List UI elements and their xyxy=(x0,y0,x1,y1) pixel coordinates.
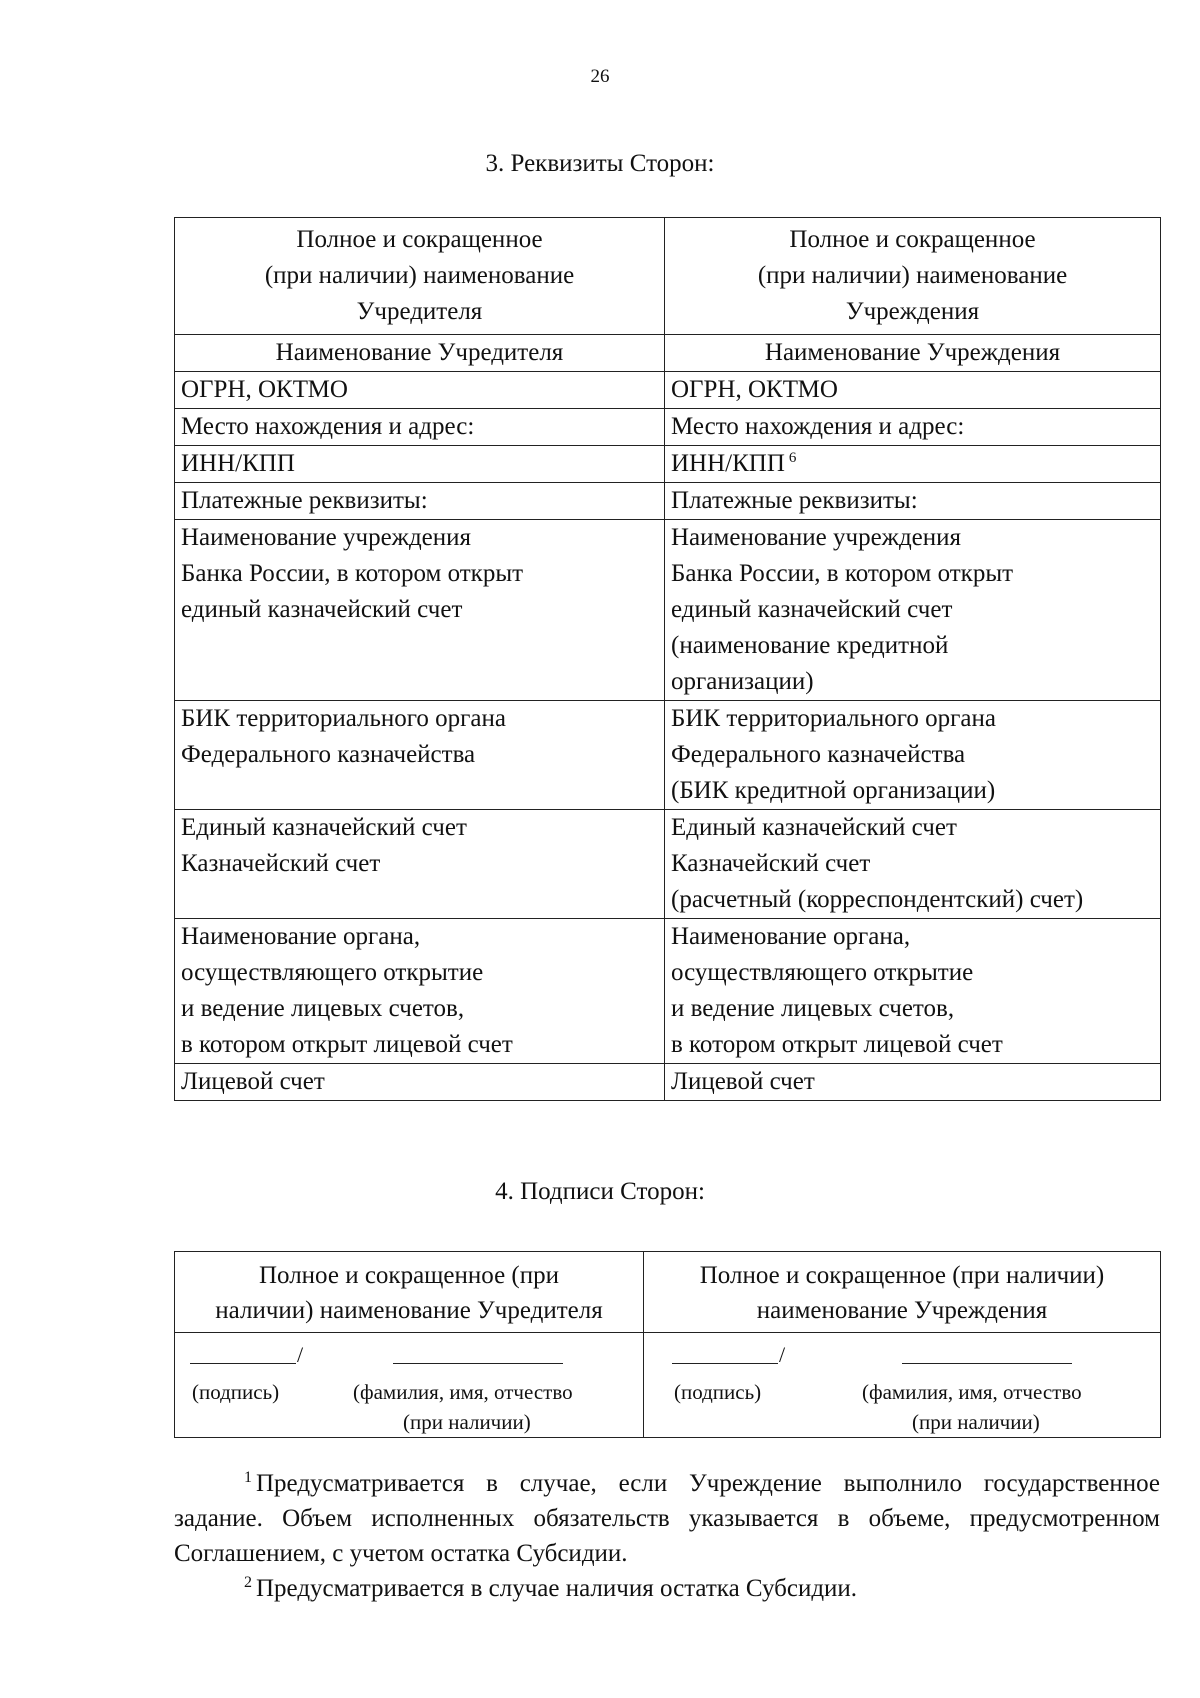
cell-line: организации) xyxy=(671,668,814,695)
cell-line: ИНН/КПП xyxy=(181,450,295,477)
cell-line: единый казначейский счет xyxy=(181,596,463,623)
cell-line: Наименование учреждения xyxy=(181,524,472,551)
section-3-title: 3. Реквизиты Сторон: xyxy=(485,150,715,177)
cell-line: Наименование Учредителя xyxy=(275,339,564,366)
requisites-row xyxy=(175,446,1161,483)
founder-requisite-cell xyxy=(175,701,665,810)
cell-line: Полное и сокращенное xyxy=(296,226,543,253)
cell-line: ОГРН, ОКТМО xyxy=(181,376,348,403)
slash-separator: / xyxy=(297,1342,304,1367)
requisites-header-row xyxy=(175,218,1161,335)
institution-requisite-cell xyxy=(665,372,1161,409)
cell-line: Банка России, в котором открыт xyxy=(181,560,524,587)
signature-line xyxy=(672,1343,778,1364)
institution-signature-header xyxy=(644,1252,1161,1333)
footnote-1-number: 1 xyxy=(244,1468,252,1486)
footnote-2-text: Предусматривается в случае наличия остатка Субсидии. xyxy=(256,1575,858,1602)
cell-line: осуществляющего открытие xyxy=(181,959,484,986)
founder-requisite-cell xyxy=(175,919,665,1064)
cell-line: БИК территориального органа xyxy=(671,705,996,732)
cell-line: Лицевой счет xyxy=(181,1068,325,1095)
institution-requisite-cell xyxy=(665,810,1161,919)
cell-line: (расчетный (корреспондентский) счет) xyxy=(671,886,1084,913)
cell-line: Единый казначейский счет xyxy=(181,814,467,841)
institution-requisite-cell xyxy=(665,919,1161,1064)
institution-requisite-cell xyxy=(665,446,1161,483)
requisites-row xyxy=(175,1064,1161,1101)
institution-requisite-cell xyxy=(665,335,1161,372)
footnote-2 xyxy=(174,1571,1160,1606)
cell-line: (при наличии) наименование xyxy=(757,262,1068,289)
founder-signature-header xyxy=(175,1252,644,1333)
cell-line: наличии) наименование Учредителя xyxy=(215,1297,603,1324)
founder-requisite-cell xyxy=(175,335,665,372)
cell-line: ИНН/КПП $^6$ xyxy=(671,449,797,477)
cell-line: Наименование органа, xyxy=(181,923,421,950)
cell-line: ОГРН, ОКТМО xyxy=(671,376,838,403)
name-caption: (фамилия, имя, отчество xyxy=(353,1380,573,1404)
founder-requisite-cell xyxy=(175,810,665,919)
cell-line: Единый казначейский счет xyxy=(671,814,957,841)
cell-line: Лицевой счет xyxy=(671,1068,815,1095)
founder-requisite-cell xyxy=(175,520,665,701)
cell-line: БИК территориального органа xyxy=(181,705,506,732)
cell-line: Федерального казначейства xyxy=(671,741,966,768)
institution-requisite-cell xyxy=(665,520,1161,701)
cell-line: и ведение лицевых счетов, xyxy=(671,995,955,1022)
footnote-1 xyxy=(174,1466,1160,1571)
signatures-header-row xyxy=(175,1252,1161,1333)
signatures-body-row xyxy=(175,1333,1161,1438)
footnote-2-number: 2 xyxy=(244,1573,252,1591)
requisites-row xyxy=(175,520,1161,701)
requisites-row xyxy=(175,483,1161,520)
requisites-table xyxy=(174,217,1161,1101)
institution-signature-cell xyxy=(644,1333,1161,1438)
cell-line: Учреждения xyxy=(845,298,980,325)
name-caption-note: (при наличии) xyxy=(403,1410,531,1434)
requisites-row xyxy=(175,701,1161,810)
requisites-row xyxy=(175,372,1161,409)
signature-caption: (подпись) xyxy=(674,1380,762,1404)
requisites-row xyxy=(175,810,1161,919)
cell-line: Место нахождения и адрес: xyxy=(671,413,965,440)
institution-requisite-cell xyxy=(665,409,1161,446)
footnote-reference: 6 xyxy=(788,449,797,466)
founder-requisite-cell xyxy=(175,483,665,520)
signature-line xyxy=(190,1343,296,1364)
founder-requisite-cell xyxy=(175,446,665,483)
footnotes xyxy=(174,1466,1160,1606)
founder-requisite-cell xyxy=(175,409,665,446)
cell-line: Полное и сокращенное (при xyxy=(258,1262,560,1289)
cell-line: наименование Учреждения xyxy=(756,1297,1048,1324)
cell-line: (БИК кредитной организации) xyxy=(671,777,996,804)
cell-line: (наименование кредитной xyxy=(671,632,949,659)
name-caption-note: (при наличии) xyxy=(912,1410,1040,1434)
requisites-row xyxy=(175,335,1161,372)
founder-name-header xyxy=(175,218,665,335)
cell-line: Федерального казначейства xyxy=(181,741,476,768)
cell-line: Казначейский счет xyxy=(181,850,381,877)
name-caption: (фамилия, имя, отчество xyxy=(862,1380,1082,1404)
name-line xyxy=(902,1343,1072,1364)
cell-line: единый казначейский счет xyxy=(671,596,953,623)
cell-line: Наименование органа, xyxy=(671,923,911,950)
footnote-1-text: Предусматривается в случае, если Учреждение выполнило государственное задание. Объем исполненных обязательств указывается в объеме, предусмотренном Соглашением, с учетом остатка Субсидии. xyxy=(174,1470,1160,1567)
founder-signature-cell xyxy=(175,1333,644,1438)
cell-line: Полное и сокращенное (при наличии) xyxy=(699,1262,1105,1289)
cell-line: осуществляющего открытие xyxy=(671,959,974,986)
section-4-title: 4. Подписи Сторон: xyxy=(495,1178,705,1205)
requisites-row xyxy=(175,409,1161,446)
cell-line: Банка России, в котором открыт xyxy=(671,560,1014,587)
cell-line: Учредителя xyxy=(356,298,483,325)
cell-line: Платежные реквизиты: xyxy=(181,487,428,514)
cell-line: (при наличии) наименование xyxy=(264,262,575,289)
institution-name-header xyxy=(665,218,1161,335)
name-line xyxy=(393,1343,563,1364)
cell-line: Казначейский счет xyxy=(671,850,871,877)
cell-line: Полное и сокращенное xyxy=(789,226,1036,253)
slash-separator: / xyxy=(779,1342,786,1367)
cell-line: Место нахождения и адрес: xyxy=(181,413,475,440)
founder-requisite-cell xyxy=(175,372,665,409)
institution-requisite-cell xyxy=(665,701,1161,810)
cell-line: Наименование Учреждения xyxy=(764,339,1061,366)
cell-line: в котором открыт лицевой счет xyxy=(671,1031,1003,1058)
cell-line: Платежные реквизиты: xyxy=(671,487,918,514)
requisites-row xyxy=(175,919,1161,1064)
founder-requisite-cell xyxy=(175,1064,665,1101)
cell-line: в котором открыт лицевой счет xyxy=(181,1031,513,1058)
cell-line: и ведение лицевых счетов, xyxy=(181,995,465,1022)
signatures-table xyxy=(174,1251,1161,1438)
cell-line: Наименование учреждения xyxy=(671,524,962,551)
signature-caption: (подпись) xyxy=(192,1380,280,1404)
institution-requisite-cell xyxy=(665,1064,1161,1101)
page-number: 26 xyxy=(590,66,610,87)
institution-requisite-cell xyxy=(665,483,1161,520)
